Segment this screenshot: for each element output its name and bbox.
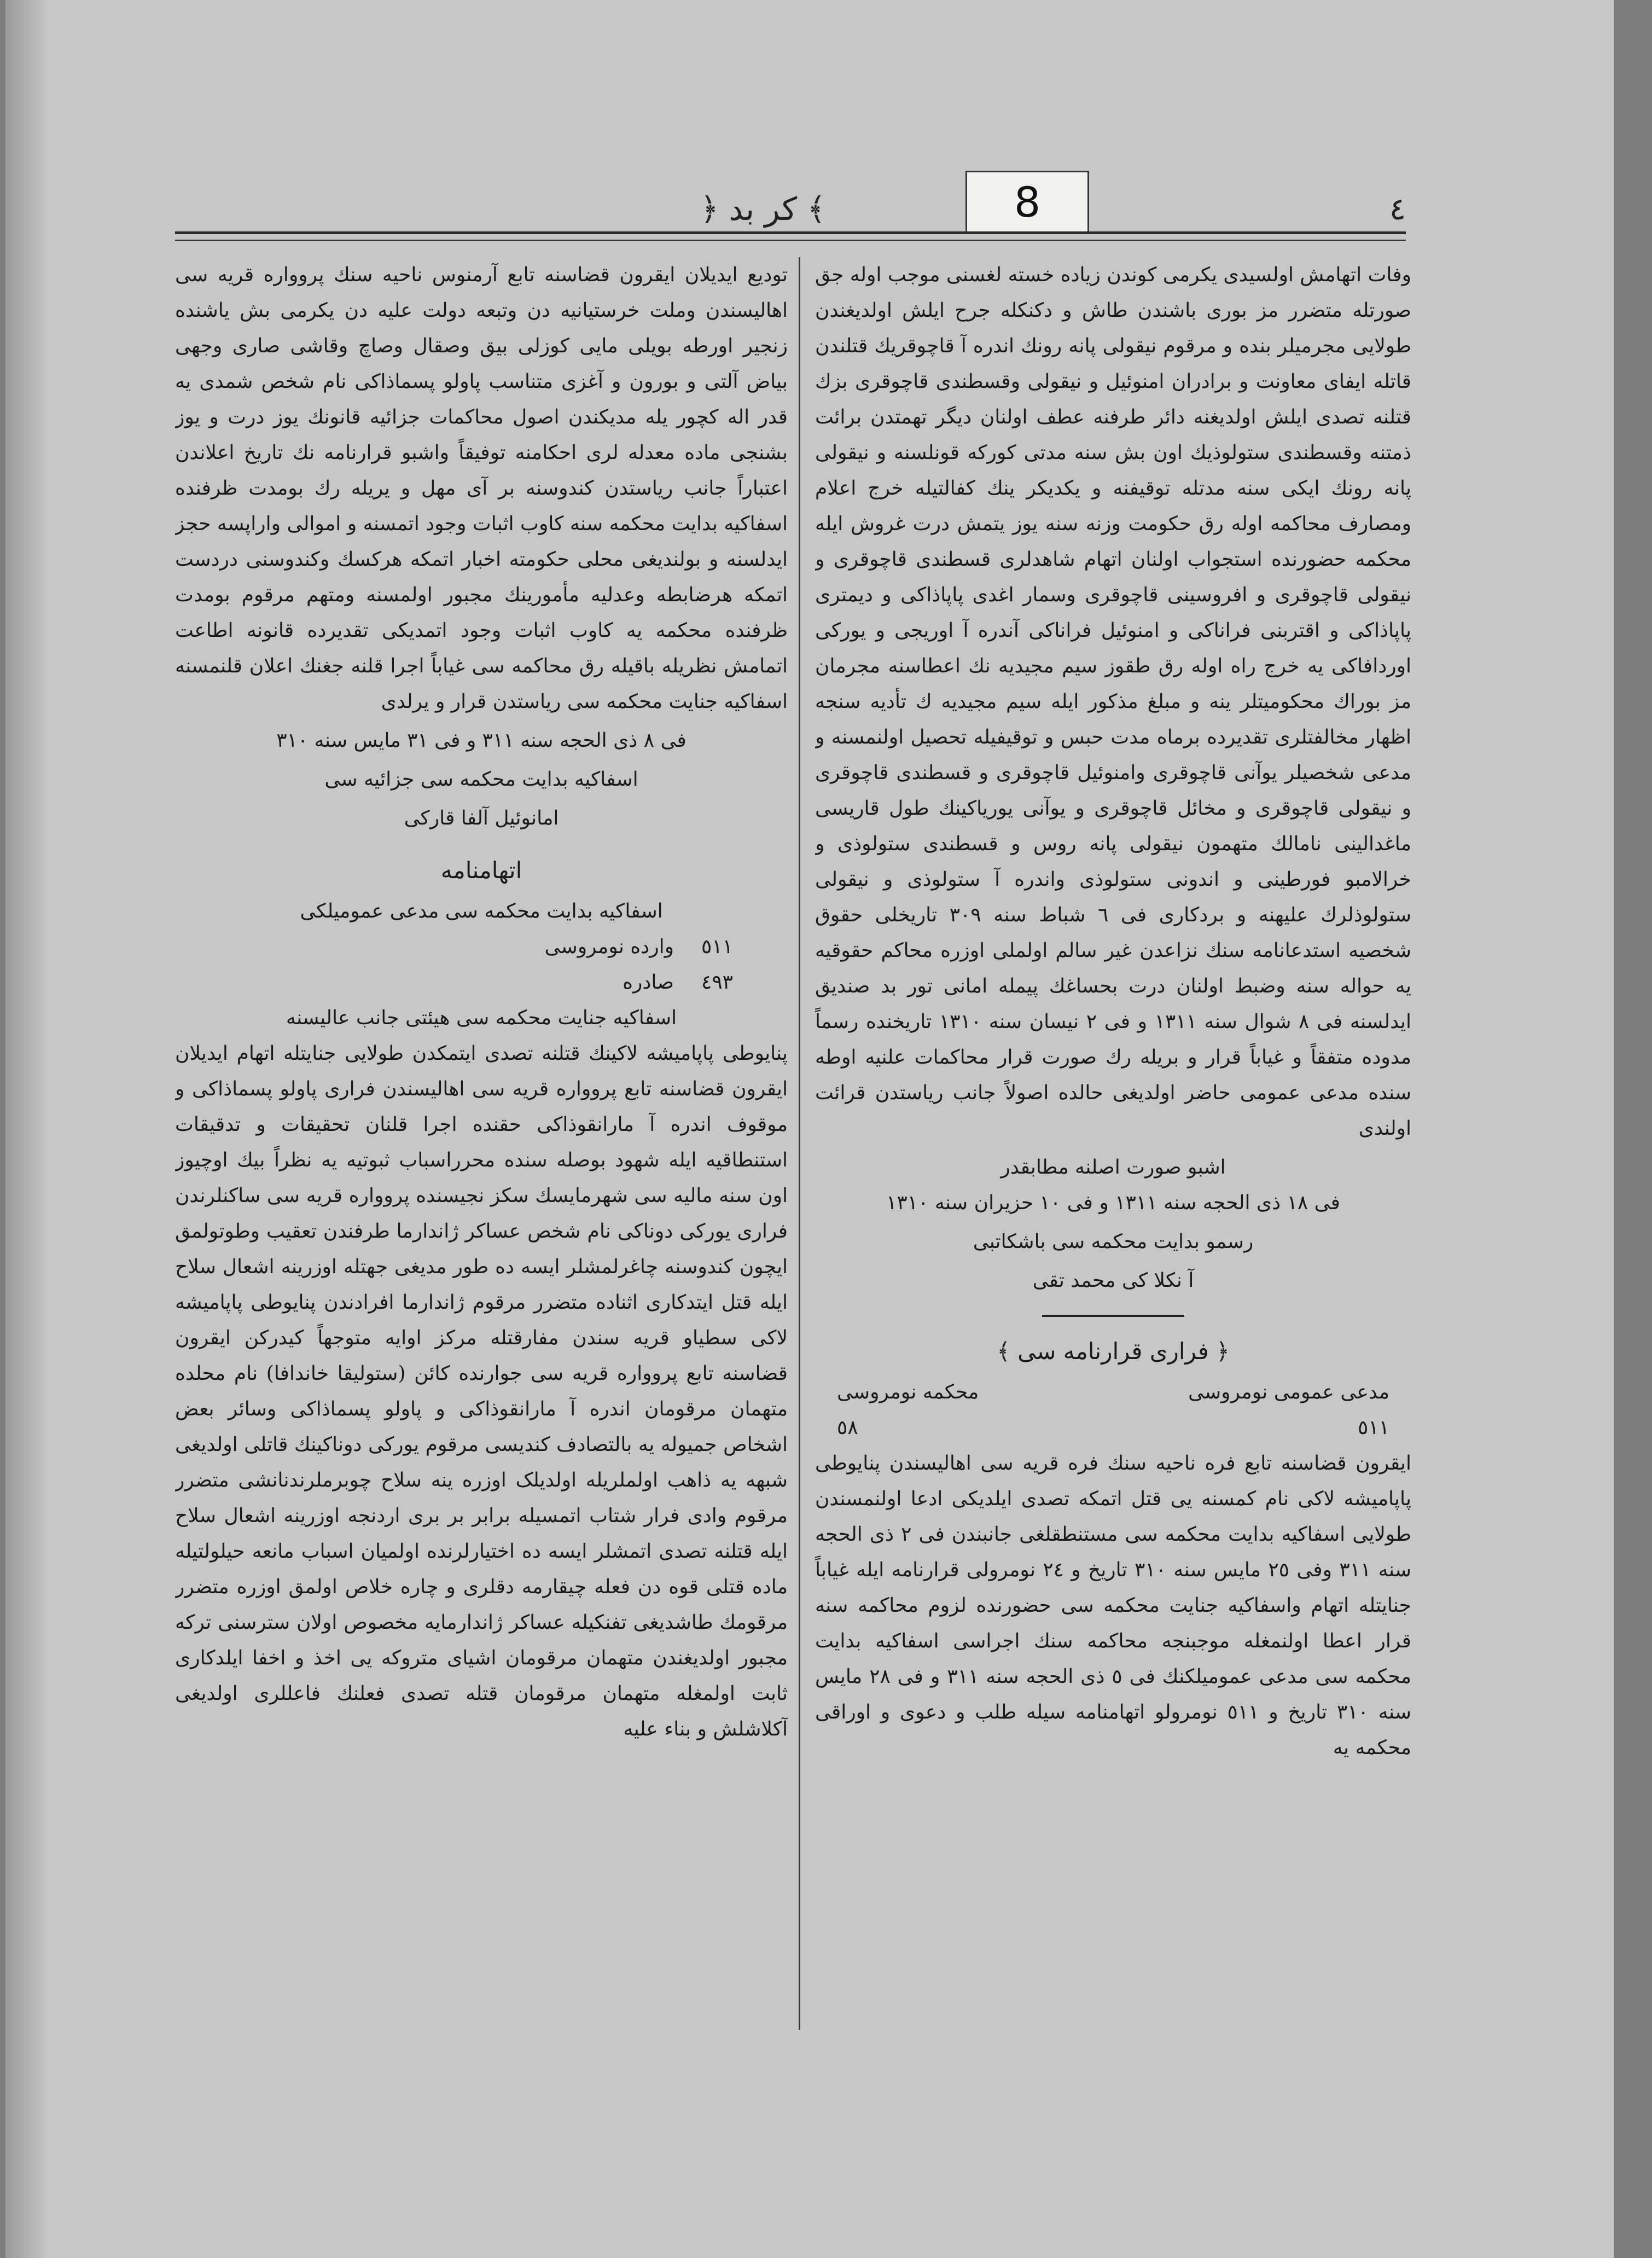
incoming-number-value: ٥١١ [701,936,733,958]
signatory-name: امانوئیل آلفا قارکی [404,807,559,829]
prosecutor-number-value: ٥١١ [1357,1417,1389,1439]
incoming-number-row [175,929,788,965]
verdict-continuation-text: وفات اتهامش اولسیدی یکرمی کوندن زیاده خسته لغسنی موجب اوله جق صورتله متضرر مز بوری باشندن طاش و دکنکله جرح ایلش اولدیغندن طولایی مجرمیلر بنده و مرقوم نیقولی پانه رونك اندره آ قاچوقریك قتلندن قاتله ایفای معاونت و برادران امنوئیل و نیقولی وقسطندی قاچوقری بزك قتلنه تصدی ایلش اولدیغنه دائر طرفنه عطف اولنان دیگر تهمتدن برائت ذمتنه وقسطندی ستولوذیك اون بش سنه مدتی کورکه قونلسنه و نیقولی پانه رونك ایکی سنه مدتله توقیفنه و یکدیکر ینك کفالتیله خرج اعلام ومصارف محاکمه اوله رق حکومت وزنه سنه یوز یتمش درت غروش ایله محکمه حضورنده استجواب اولنان اتهام شاهدلری قسطندی قاچوقری و نیقولی قاچوقری و افروسینی قاچوقری وسمار اغدی پاپاذاکی و دیمتری پاپاذاکی و اقتربنی فراناکی و امنوئیل فراناکی آندره آ اوریجی و یورکی اوردافاکی یه خرج راه اوله رق طقوز سیم مجیدیه نك اعطاسنه مجرمان مز بوراك محکومیتلر ینه و مبلغ مذکور ایله سیم مجیدیه ك تأدیه سنجه اظهار مخالفتلری تقدیرده برماه مدت حبس و توقیفیله تحصیل اولنمسنه و مدعی شخصیلر یوآنی قاچوقری وامنوئیل قاچوقری و قسطندی قاچوقری و نیقولی قاچوقری و مخائل قاچوقری و یوآنی یوریاکینك طول قاریسی ماغدالینی نامالك متهمون نیقولی پانه روس و قسطندی ستولوذی و خرالامبو فورطینی و اندونی ستولوذی واندره آ ستولوذی و نیقولی ستولوذلرك علیهنه و بردکاری فی ٦ شباط سنه ٣٠٩ تاریخلی حقوق شخصیه استدعانامه سنك نزاعدن غیر سالم اولملی اوزره محاکم حقوقیه یه حواله سنه وضبط اولنان درت بحساغك پیمله امانی تور بد صندیق ایدلسنه فی ٨ شوال سنه ١٣١١ و فی ٢ نیسان سنه ١٣١٠ تاریخنده رسماً مدوده متفقاً و غیاباً قرار و بریله رك صورت قرار محاکمات علنیه اوطه سنده مدعی عمومی حاضر اولدیغی حالده اصولاً جانب ریاستدن قرائت اولندی [815,264,1411,1140]
left-column [175,257,788,2030]
decision-text: ایقرون قضاسنه تابع فره ناحیه سنك فره قریه سی اهالیسندن پنایوطی پاپامیشه لاکی نام کمسنه یی قتل اتمکه تصدی ایلدیکی ادعا اولنمسندن طولایی اسفاکیه بدایت محکمه سی مستنطقلغی جانبندن فی ٢ ذی الحجه سنه ٣١١ وفی ٢٥ مایس سنه ٣١٠ تاریخ و ٢٤ نومرولی قرارنامه ایله غیاباً جنایتله اتهام واسفاکیه جنایت محکمه سی حضورنده لزوم محاکمه سنه قرار اعطا اولنمغله موجبنجه محاکمه سنك اجراسی اسفاکیه بدایت محکمه سی مدعی عمومیلکنك فی ٥ ذی الحجه سنه ٣١١ و فی ٢٨ مایس سنه ٣١٠ تاریخ و ٥١١ نومرولو اتهامنامه سیله طلب و دعوی و اوراقی محکمه یه [815,1452,1411,1759]
decision-continuation-text: تودیع ایدیلان ایقرون قضاسنه تابع آرمنوس ناحیه سنك پروواره قریه سی اهالیسندن وملت خرستیانیه دن وتبعه دولت علیه دن یکرمی بش یاشنده زنجیر اورطه بویلی مایی کوزلی بیق وصقال وصاچ وقاشی صاری وجهی بیاض آلتی و بورون و آغزی متناسب پاولو پسماذاکی نام شخص شمدی یه قدر اله کچور یله مدیکندن اصول محاکمات جزائیه قانونك یوز درت و یوز بشنجی ماده معدله لری احکامنه توفیقاً واشبو قرارنامه نك تاریخ اعلاندن اعتباراً جانب ریاستدن کندوسنه بر آی مهل و یریله رك بومدت ظرفنده اسفاکیه بدایت محکمه سنه کاوب اثبات وجود اتمسنه و اموالی واراپسه حجز ایدلسنه و بولندیغی محلی حکومته اخبار اتمکه هرکسك وکندوسنی دردست اتمکه هرضابطه وعدلیه مأمورینك مجبور اولمسنه ومتهم مرقوم بومدت ظرفنده محکمه یه کاوب اثبات وجود اتمدیکی تقدیرده قانونه اطاعت اتمامش نظریله باقیله رق محاکمه سی غیاباً اجرا قلنه جغنك اعلان قلنمسنه اسفاکیه جنایت محکمه سی ریاستدن قرار و یرلدی [175,264,788,713]
indictment-subtitle: اسفاکیه بدایت محکمه سی مدعی عمومیلکی [300,900,663,922]
signatory-name: آ نکلا کی محمد تقی [1032,1269,1194,1292]
stamp-number: 8 [1014,177,1041,227]
prosecutor-number-label: مدعی عمومی نومروسی [1188,1381,1389,1403]
section-rule [1042,1315,1184,1317]
case-number-values [815,1410,1411,1446]
outgoing-number-value: ٤٩٣ [701,971,733,994]
case-number-labels [815,1374,1411,1410]
court-number-value: ٥٨ [837,1417,858,1439]
scan-shadow [5,0,49,2258]
page-number: ٤ [1389,191,1406,227]
column-divider [799,257,800,2030]
archive-page-stamp [965,171,1089,233]
date-line: فی ١٨ ذی الحجه سنه ١٣١١ و فی ١٠ حزیران سنه ١٣١٠ [886,1192,1340,1214]
certification-line: اشبو صورت اصلنه مطابقدر [1000,1156,1226,1179]
incoming-number-label: وارده نومروسی [544,936,674,958]
signatory-title: رسمو بدایت محکمه سی باشکاتبی [973,1230,1254,1253]
court-number-label: محکمه نومروسی [837,1381,979,1403]
section-title-fugitive-decision: ﴿ فراری قرارنامه سی ﴾ [997,1338,1230,1365]
right-column [815,257,1411,2030]
addressee-line: اسفاکیه جنایت محکمه سی هیئتی جانب عالیسنه [286,1007,677,1029]
outgoing-number-row [175,965,788,1000]
header-rule [175,231,1406,241]
page-header [175,181,1406,235]
date-line: فی ٨ ذی الحجه سنه ٣١١ و فی ٣١ مایس سنه ٣١٠ [276,729,687,752]
masthead-title: ﴿ کر بد ﴾ [700,190,826,228]
indictment-text: پنایوطی پاپامیشه لاکینك قتلنه تصدی ایتمکدن طولایی جنایتله اتهام ایدیلان ایقرون قضاسنه تابع پروواره قریه سی اهالیسندن فراری پاولو پسماذاکی و موقوف اندره آ مارانقوذاکی حقنده اجرا قلنان تحقیقات و تدقیقات استنطاقیه ایله شهود بوصله سنده محرراسباب ثبوتیه یه نظراً بیك اوچیوز اون سنه مالیه سی شهرمایسك سکز نجیسنده پروواره قریه سی ساکنلرندن فراری یورکی دوناکی نام شخص عساکر ژاندارما طرفندن تعقیب وطوتولمق ایچون کندوسنه چاغرلمشلر ایسه ده طور مدیغی جهتله اوزرینه اشعال سلاح ایله قتل ایتدکاری اثناده متضرر مرقوم ژاندارما افرادندن پنایوطی پاپامیشه لاکی سطیاو قریه سندن مفارقتله مرکز اوایه متوجهاً کیدرکن ایقرون قضاسنه تابع پروواره قریه سی جوارنده کائن (ستولیقا خاندافا) نام محلده متهمان مرقومان اندره آ مارانقوذاکی و پاولو پسماذاکی وسائر بعض اشخاص جمیوله یه بالتصادف کندیسی مرقوم یورکی دوناکینك قاتلی اولدیغی شبهه یه ذاهب اولملریله اولدیلک اوزره ینه سلاح چوبرملرندنانشی متضرر مرقوم وادی فرار شتاب اتمسیله برابر بر بری اردنجه اوزرینه اشعال سلاح ایله قتلنه تصدی اتمشلر ایسه ده اختیارلرنده اولمیان اسباب مانعه حیلولتیله ماده قتلی قوه دن فعله چیقارمه دقلری و چاره خلاص اولمق اوزره متضرر مرقومك طاشدیغی تفنکیله عساکر ژاندارمایه مخصوص اولان سترسنی ترکه مجبور اولدیغندن متهمان مرقومان اشیای متروکه یی اخذ و اخفا ایلدکاری ثابت اولمغله متهمان مرقومان قتله تصدی فعلنك فاعللری اولدیغی آکلاشلش و بناء علیه [175,1042,788,1740]
outgoing-number-label: صادره [623,971,674,994]
indictment-title: اتهامنامه [440,857,522,884]
signatory-title: اسفاکیه بدایت محکمه سی جزائیه سی [324,768,638,791]
